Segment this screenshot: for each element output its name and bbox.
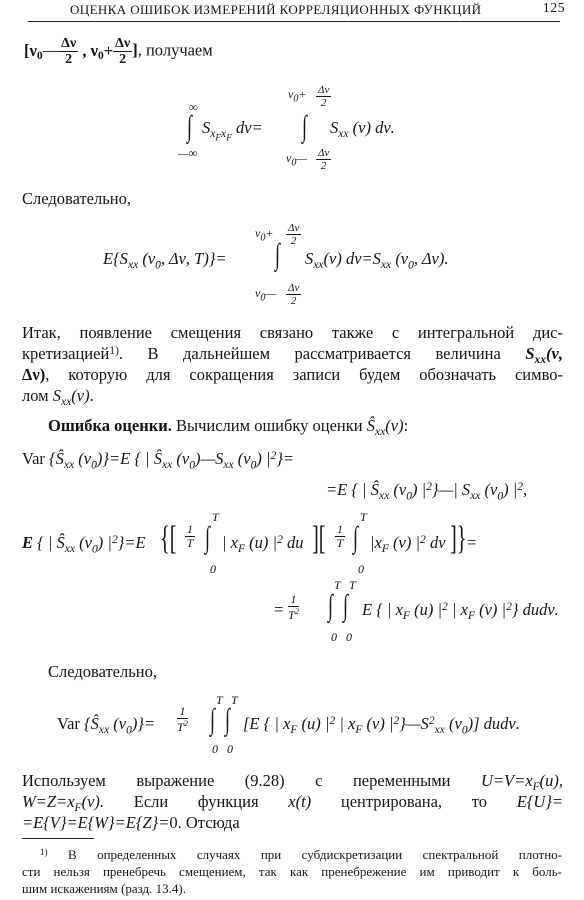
para2-line2a: Если функция bbox=[133, 792, 259, 811]
para2-line3-text: Отсюда bbox=[185, 813, 240, 832]
footnote-ref: 1) bbox=[109, 344, 119, 357]
para1-line4: лом $S_{xx}(\nu)$. bbox=[22, 386, 94, 409]
running-header bbox=[70, 1, 565, 21]
section-text: Вычислим ошибку оценки bbox=[176, 416, 363, 435]
therefore-2: Следовательно, bbox=[48, 662, 157, 681]
equation-variance-1: Var {$Ŝ_{xx}$ $(\nu_0)\}=E$ { | $Ŝ_{xx}$ $(\nu_0)—S_{xx}$ $(\nu_0)$ $|^2\}=$ bbox=[22, 449, 295, 472]
running-title: ОЦЕНКА ОШИБОК ИЗМЕРЕНИЙ КОРРЕЛЯЦИОННЫХ ФУНКЦИЙ bbox=[70, 2, 482, 17]
footnote-rule bbox=[22, 838, 94, 839]
section-error-estimate: Ошибка оценки. Вычислим ошибку оценки $Ŝ_{xx}(\nu)$: bbox=[48, 416, 409, 439]
para2-line2: $W=Z=x_F(\nu)$. Если функция x(t) центрирована, то E{U}= bbox=[22, 792, 564, 815]
para1-line2-start: кретизацией bbox=[22, 344, 110, 363]
footnote-marker: 1) bbox=[40, 846, 48, 857]
para1-line2: кретизацией$^{1)}$. В дальнейшем рассматривается величина $S_{xx}(\nu$, bbox=[22, 344, 563, 367]
para1-line1: Итак, появление смещения связано также с интегральной дис- bbox=[22, 323, 563, 342]
para1-line2-mid: . В дальнейшем рассматривается величина bbox=[118, 344, 501, 363]
para2-line3: =E{V}=E{W}=E{Z}=0. Отсюда bbox=[22, 813, 240, 832]
para1-line3-text: , которую для сокращения записи будем обозначать симво- bbox=[45, 365, 563, 384]
interval-line: [$\nu_0—$ $\frac{\Delta\nu}{2}$ , $\nu_0+$ $\frac{\Delta\nu}{2}$ ], получаем bbox=[24, 36, 213, 68]
section-title: Ошибка оценки. bbox=[48, 416, 172, 435]
para2-line1-text: Используем выражение (9.28) с переменными bbox=[22, 771, 451, 790]
therefore-1: Следовательно, bbox=[22, 189, 131, 208]
para2-line2b: центрирована, то bbox=[340, 792, 488, 811]
footnote-line1-text: В определенных случаях при субдискретизации спектральной плотно- bbox=[68, 847, 562, 862]
para1-line3: Δν), которую для сокращения записи будем обозначать симво- bbox=[22, 365, 563, 384]
footnote-line2: сти нельзя пренебречь смещением, так как пренебрежение им приводит к боль- bbox=[22, 864, 562, 879]
getting-text: , получаем bbox=[137, 40, 213, 60]
para1-line4-text: лом bbox=[22, 386, 49, 405]
page-number: 125 bbox=[542, 1, 565, 16]
para2-line1: Используем выражение (9.28) с переменными $U=V=x_F(u)$, bbox=[22, 771, 563, 794]
book-page: ОЦЕНКА ОШИБОК ИЗМЕРЕНИЙ КОРРЕЛЯЦИОННЫХ ФУНКЦИЙ 125 [$\nu_0—$ $\frac{\Delta\nu}{2}$ , $\nu_0+$ $\frac{\Delta\nu}{2}$ ], получаем ∞ ∫ —∞ $S_{x_Fx_F}$ dν= $\nu_0+$ $\frac{\Delta\nu}{2}$ ∫ $\nu_0—$ $\frac{\Delta\nu}{2}$ $S_{xx}$ (ν) dν. Следовательно, $\nu_0+$ $\frac{\Delta\nu}{2}$ ∫ $\nu_0—$ $\frac{\Delta\nu}{2}$ $E\{S_{xx}$ ($\nu_0$, Δν, T)}= $S_{xx}(\nu)$ $d\nu=S_{xx}$ ($\nu_0$, Δν). Итак, появление смещения связано также с интегральной дис- кретизацией$^{1)}$. В дальнейшем рассматривается величина $S_{xx}(\nu$, Δν), которую для сокращения записи будем обозначать симво- лом $S_{xx}(\nu)$. Ошибка оценки. Вычислим ошибку оценки $Ŝ_{xx}(\nu)$: Var {$Ŝ_{xx}$ $(\nu_0)\}=E$ { | $Ŝ_{xx}$ $(\nu_0)—S_{xx}$ $(\nu_0)$ $|^2\}=$ =E { | $Ŝ_{xx}$ $(\nu_0)$ $|^2\}—|$ $S_{xx}$ $(\nu_0)$ $|^2$, E { | $Ŝ_{xx}$ $(\nu_0)$ $|^2\}=E$ {[ $\frac{1}{T}$ T ∫ 0 | $x_F$ (u) $|^2$ du ][ $\frac{1}{T}$ T ∫ 0 $|x_F$ (ν) $|^2$ dν ]} = = $\frac{1}{T^2}$ T T ∫ ∫ 0 0 E { | $x_F$ (u) $|^2$ | $x_F$ (ν) $|^2$} dudν. Следовательно, Var {$Ŝ_{xx}$ $(\nu_0)\}=$ $\frac{1}{T^2}$ T T ∫ ∫ 0 0 [E { | $x_F$ (u) $|^2$ | $x_F$ (ν) $|^2\}—S^2_{xx}$ $(\nu_0)$] dudν. Используем выражение (9.28) с переменными $U=V=x_F(u)$, $W=Z=x_F(\nu)$. Если функция x(t) центрирована, то E{U}= =E{V}=E{W}=E{Z}=0. Отсюда $^{1)}$ В определенных случаях при субдискретизации спектральной плотно- сти нельзя пренебречь смещением, так как пренебрежение им приводит к боль- шим искажениям (разд. 13.4). bbox=[22, 1, 565, 896]
header-rule bbox=[28, 21, 560, 22]
equation-variance-2: =E { | $Ŝ_{xx}$ $(\nu_0)$ $|^2\}—|$ $S_{xx}$ $(\nu_0)$ $|^2$, bbox=[326, 480, 528, 503]
footnote-line3: шим искажениям (разд. 13.4). bbox=[22, 881, 186, 896]
